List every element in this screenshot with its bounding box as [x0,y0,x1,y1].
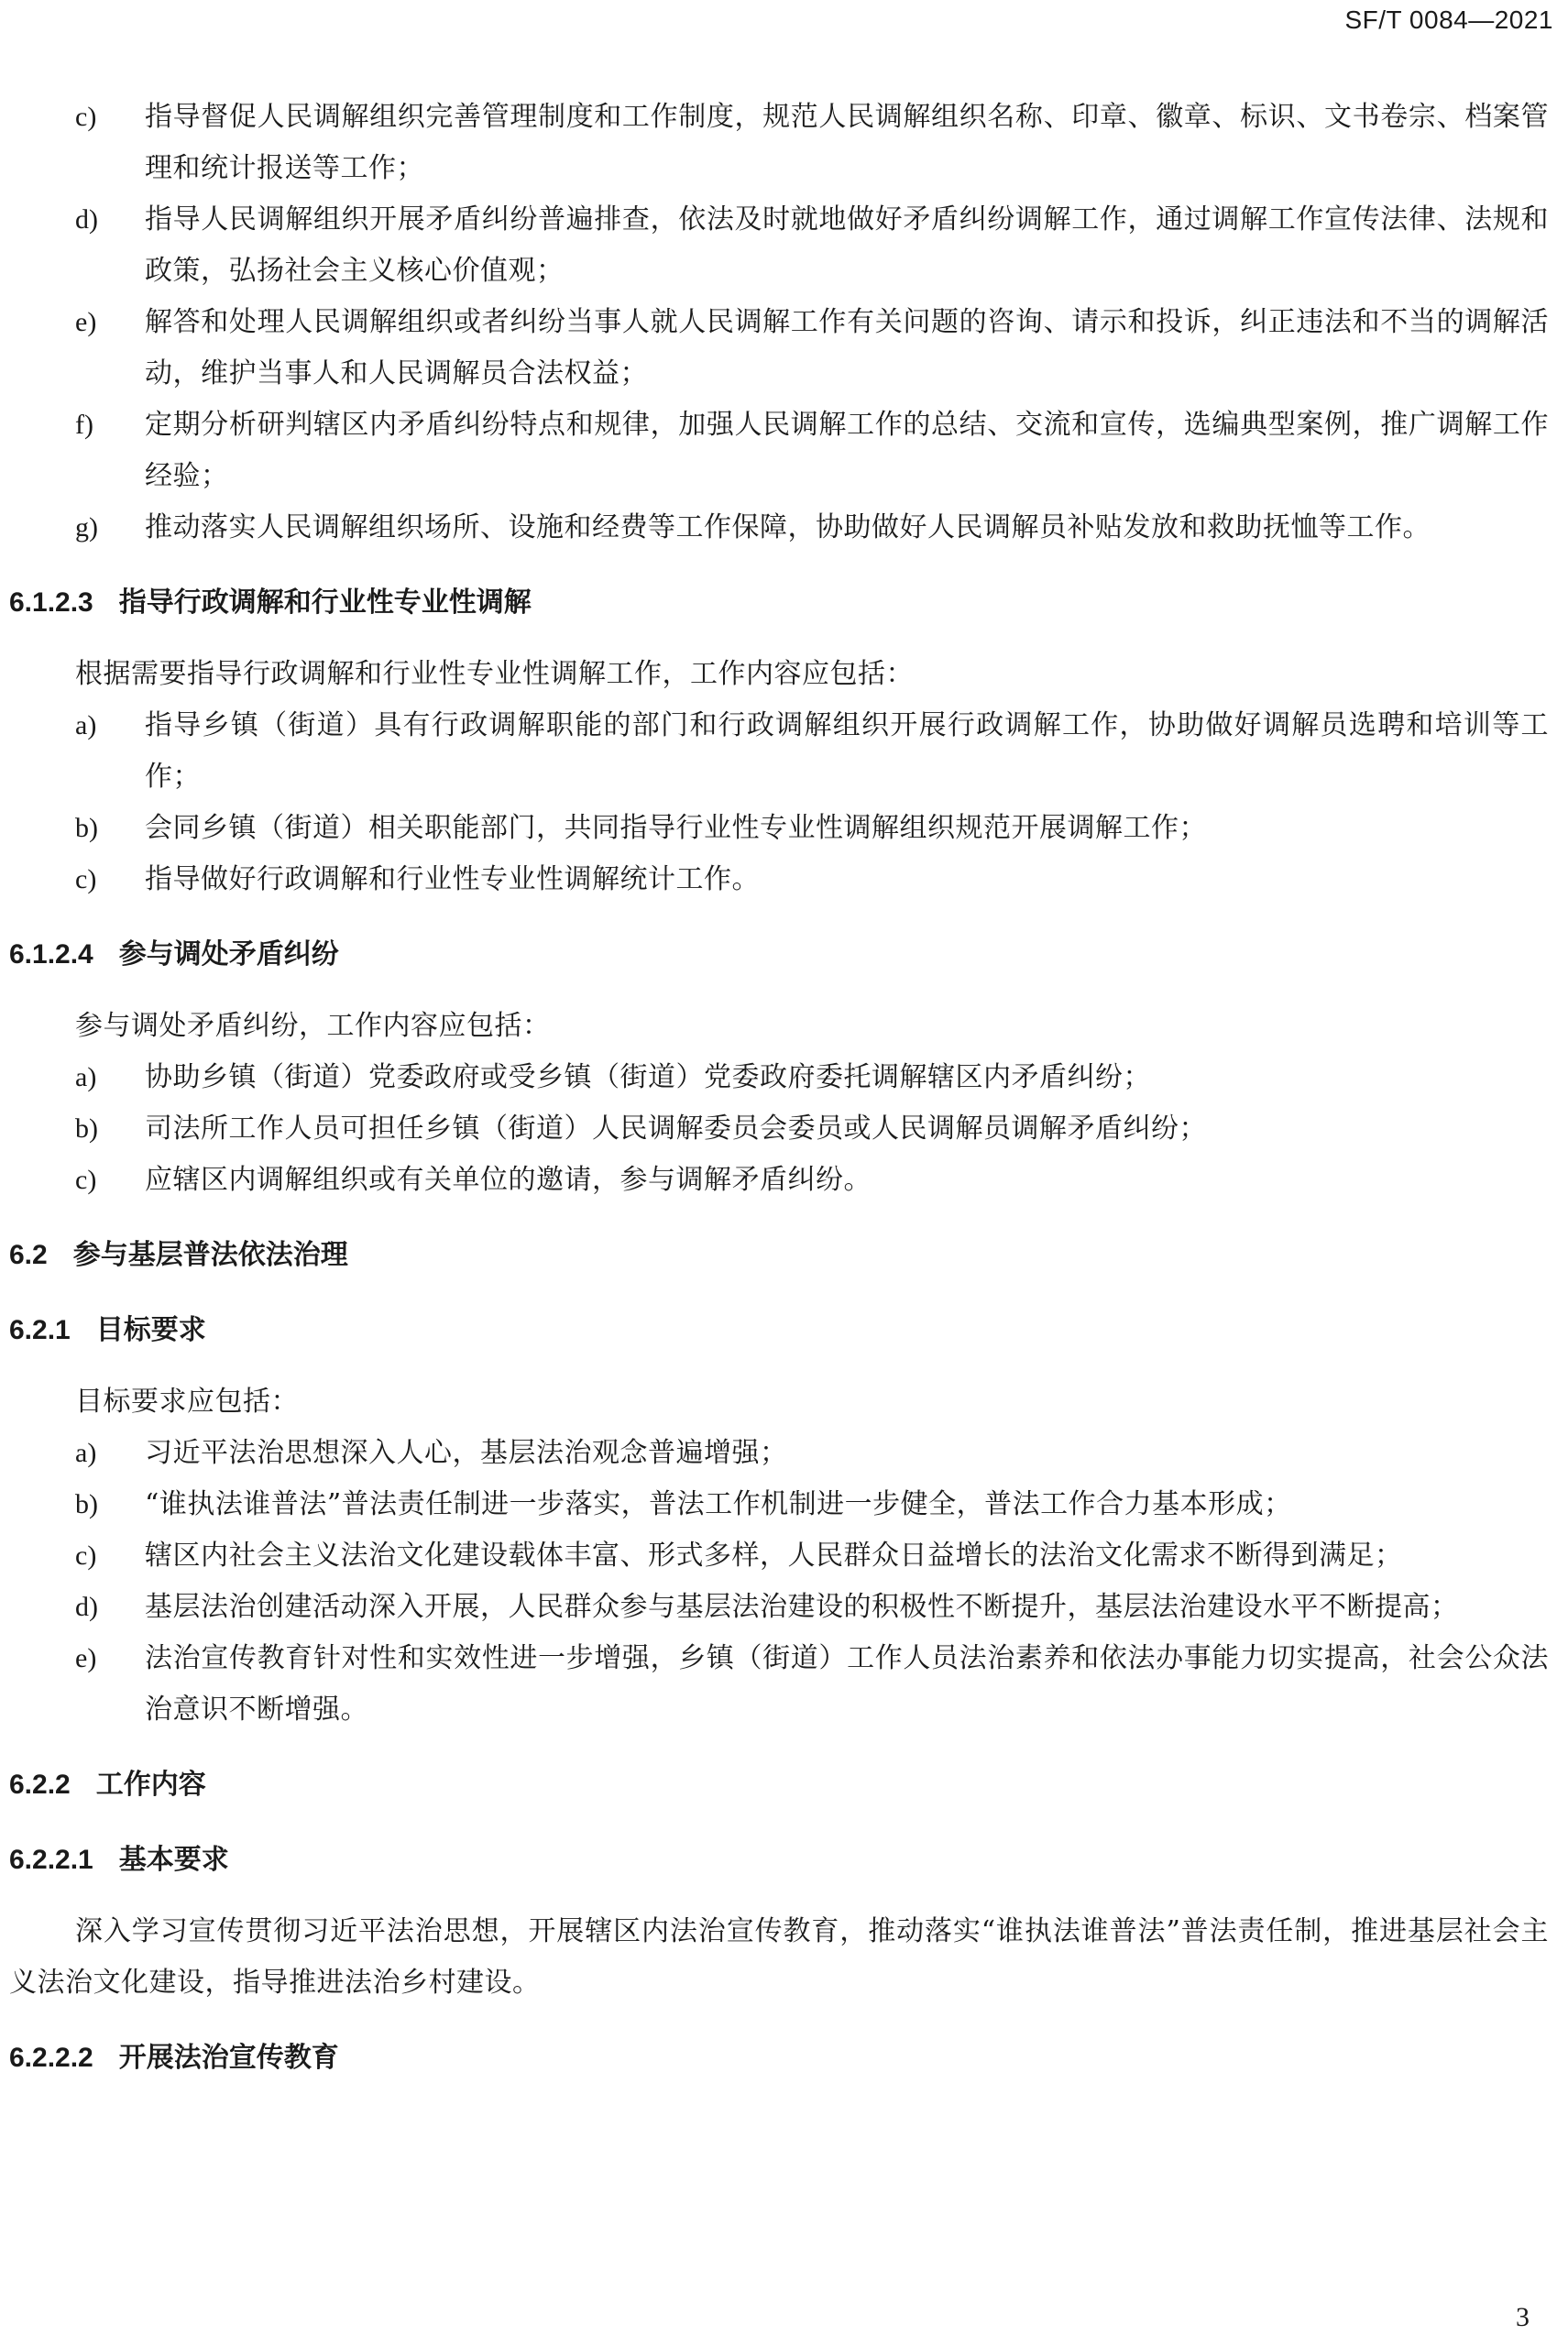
list-item [9,1052,1549,1103]
list-item [9,854,1549,905]
list-marker: c) [75,102,97,132]
list-marker: c) [75,1165,97,1195]
list-item-text: 应辖区内调解组织或有关单位的邀请，参与调解矛盾纠纷。 [145,1164,872,1196]
list-marker: a) [75,710,97,740]
section-heading-6-1-2-4 [9,929,1549,981]
section-heading-6-2-2 [9,1760,1549,1811]
section-title: 指导行政调解和行业性专业性调解 [118,586,532,619]
list-item [9,92,1549,194]
section-number: 6.2.1 [9,1315,71,1345]
list-item-text: 会同乡镇（街道）相关职能部门，共同指导行业性专业性调解组织规范开展调解工作； [145,812,1207,844]
list-marker: b) [75,813,98,843]
section-intro: 目标要求应包括： [75,1386,299,1418]
section-number: 6.1.2.4 [9,939,93,970]
list-item-text: 解答和处理人民调解组织或者纠纷当事人就人民调解工作有关问题的咨询、请示和投诉，纠正违法和不当的调解活动，维护当事人和人民调解员合法权益； [145,306,1549,389]
list-item [9,1155,1549,1206]
list-item [9,297,1549,400]
list-marker: a) [75,1438,97,1468]
body-paragraph: 深入学习宣传贯彻习近平法治思想，开展辖区内法治宣传教育，推动落实“谁执法谁普法”普法责任制，推进基层社会主义法治文化建设，指导推进法治乡村建设。 [9,1915,1549,1999]
list-item-text: 辖区内社会主义法治文化建设载体丰富、形式多样，人民群众日益增长的法治文化需求不断得到满足； [145,1540,1403,1572]
list-item-text: 定期分析研判辖区内矛盾纠纷特点和规律，加强人民调解工作的总结、交流和宣传，选编典型案例，推广调解工作经验； [145,409,1549,492]
list-item-text: “谁执法谁普法”普法责任制进一步落实，普法工作机制进一步健全，普法工作合力基本形成； [145,1488,1292,1520]
list-item [9,1428,1549,1479]
list-item [9,1479,1549,1530]
list-marker: f) [75,410,93,440]
section-number: 6.2.2.1 [9,1845,93,1875]
section-title: 工作内容 [95,1769,206,1801]
list-item-text: 指导做好行政调解和行业性专业性调解统计工作。 [145,863,760,895]
list-marker: e) [75,307,97,337]
list-item [9,502,1549,554]
section-number: 6.2.2.2 [9,2043,93,2073]
section-heading-6-2-1 [9,1305,1549,1356]
list-marker: d) [75,204,98,235]
section-heading-6-2-2-1 [9,1835,1549,1886]
page-content [9,92,1549,2104]
section-number: 6.2 [9,1240,48,1270]
list-item [9,1582,1549,1633]
list-item-text: 法治宣传教育针对性和实效性进一步增强，乡镇（街道）工作人员法治素养和依法办事能力切实提高，社会公众法治意识不断增强。 [145,1642,1549,1726]
section-heading-6-1-2-3 [9,577,1549,629]
section-number: 6.2.2 [9,1770,71,1800]
list-item-text: 基层法治创建活动深入开展，人民群众参与基层法治建设的积极性不断提升，基层法治建设水平不断提高； [145,1591,1459,1623]
section-title: 参与调处矛盾纠纷 [118,938,339,970]
list-item [9,1103,1549,1155]
list-marker: g) [75,512,98,543]
list-marker: e) [75,1643,97,1673]
list-item-text: 指导督促人民调解组织完善管理制度和工作制度，规范人民调解组织名称、印章、徽章、标识、文书卷宗、档案管理和统计报送等工作； [145,101,1549,184]
list-marker: b) [75,1489,98,1519]
section-title: 开展法治宣传教育 [118,2042,339,2074]
list-item-text: 司法所工作人员可担任乡镇（街道）人民调解委员会委员或人民调解员调解矛盾纠纷； [145,1113,1207,1145]
list-marker: b) [75,1113,98,1144]
list-marker: c) [75,1540,97,1571]
list-item [9,400,1549,502]
section-title: 参与基层普法依法治理 [72,1239,348,1271]
list-item [9,803,1549,854]
list-item [9,194,1549,297]
list-item-text: 协助乡镇（街道）党委政府或受乡镇（街道）党委政府委托调解辖区内矛盾纠纷； [145,1061,1151,1093]
document-code: SF/T 0084—2021 [1344,5,1553,34]
section-title: 基本要求 [118,1844,229,1876]
section-intro: 根据需要指导行政调解和行业性专业性调解工作，工作内容应包括： [75,658,914,690]
list-item-text: 指导人民调解组织开展矛盾纠纷普遍排查，依法及时就地做好矛盾纠纷调解工作，通过调解工作宣传法律、法规和政策，弘扬社会主义核心价值观； [145,203,1549,287]
section-intro: 参与调处矛盾纠纷，工作内容应包括： [75,1010,551,1042]
section-heading-6-2 [9,1230,1549,1281]
list-item [9,1633,1549,1736]
section-title: 目标要求 [95,1314,206,1346]
section-number: 6.1.2.3 [9,587,93,618]
list-item-text: 推动落实人民调解组织场所、设施和经费等工作保障，协助做好人民调解员补贴发放和救助抚恤等工作。 [145,511,1431,543]
list-item [9,700,1549,803]
list-item-text: 习近平法治思想深入人心，基层法治观念普遍增强； [145,1437,788,1469]
list-marker: c) [75,864,97,894]
list-marker: d) [75,1592,98,1622]
list-marker: a) [75,1062,97,1092]
list-item-text: 指导乡镇（街道）具有行政调解职能的部门和行政调解组织开展行政调解工作，协助做好调解员选聘和培训等工作； [145,709,1549,793]
section-heading-6-2-2-2 [9,2033,1549,2084]
list-item [9,1530,1549,1582]
page-number: 3 [1516,2302,1530,2332]
